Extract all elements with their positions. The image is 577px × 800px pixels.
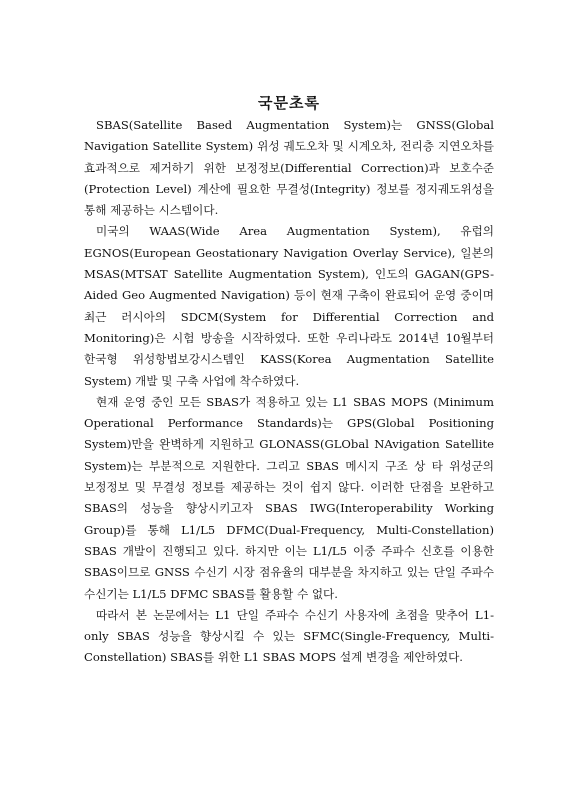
abstract-paragraph-1: SBAS(Satellite Based Augmentation System)는 GNSS(Global Navigation Satellite System) 위성 궤도오차 및 시계오차, 전리층 지연오차를 효과적으로 제거하기 위한 보정정보(Differential Correction)과 보호수준(Protection Level) 계산에 필요한 무결성(Integrity) 정보를 정지궤도위성을 통해 제공하는 시스템이다. [84, 118, 494, 218]
abstract-paragraph-3: 현재 운영 중인 모든 SBAS가 적용하고 있는 L1 SBAS MOPS (Minimum Operational Performance Standards)는 GPS(Global Positioning System)만을 완벽하게 지원하고 GLONASS(GLObal NAvigation Satellite System)는 부분적으로 지원한다. 그리고 SBAS 메시지 구조 상 타 위성군의 보정정보 및 무결성 정보를 제공하는 것이 쉽지 않다. 이러한 단점을 보완하고 SBAS의 성능을 향상시키고자 SBAS IWG(Interoperability Working Group)를 통해 L1/L5 DFMC(Dual-Frequency, Multi-Constellation) SBAS 개발이 진행되고 있다. 하지만 이는 L1/L5 이중 주파수 신호를 이용한 SBAS이므로 GNSS 수신기 시장 점유율의 대부분을 차지하고 있는 단일 주파수 수신기는 L1/L5 DFMC SBAS를 활용할 수 없다. [84, 394, 494, 601]
abstract-page [84, 92, 494, 669]
abstract-paragraph-4: 따라서 본 논문에서는 L1 단일 주파수 수신기 사용자에 초점을 맞추어 L1-only SBAS 성능을 향상시킬 수 있는 SFMC(Single-Frequency, Multi-Constellation) SBAS를 위한 L1 SBAS MOPS 설계 변경을 제안하였다. [84, 607, 494, 665]
abstract-paragraph-2: 미국의 WAAS(Wide Area Augmentation System), 유럽의 EGNOS(European Geostationary Navigation Overlay Service), 일본의 MSAS(MTSAT Satellite Augmentation System), 인도의 GAGAN(GPS-Aided Geo Augmented Navigation) 등이 현재 구축이 완료되어 운영 중이며 최근 러시아의 SDCM(System for Differential Correction and Monitoring)은 시험 방송을 시작하였다. 또한 우리나라도 2014년 10월부터 한국형 위성항법보강시스템인 KASS(Korea Augmentation Satellite System) 개발 및 구축 사업에 착수하였다. [84, 224, 494, 388]
abstract-title: 국문초록 [258, 94, 320, 112]
